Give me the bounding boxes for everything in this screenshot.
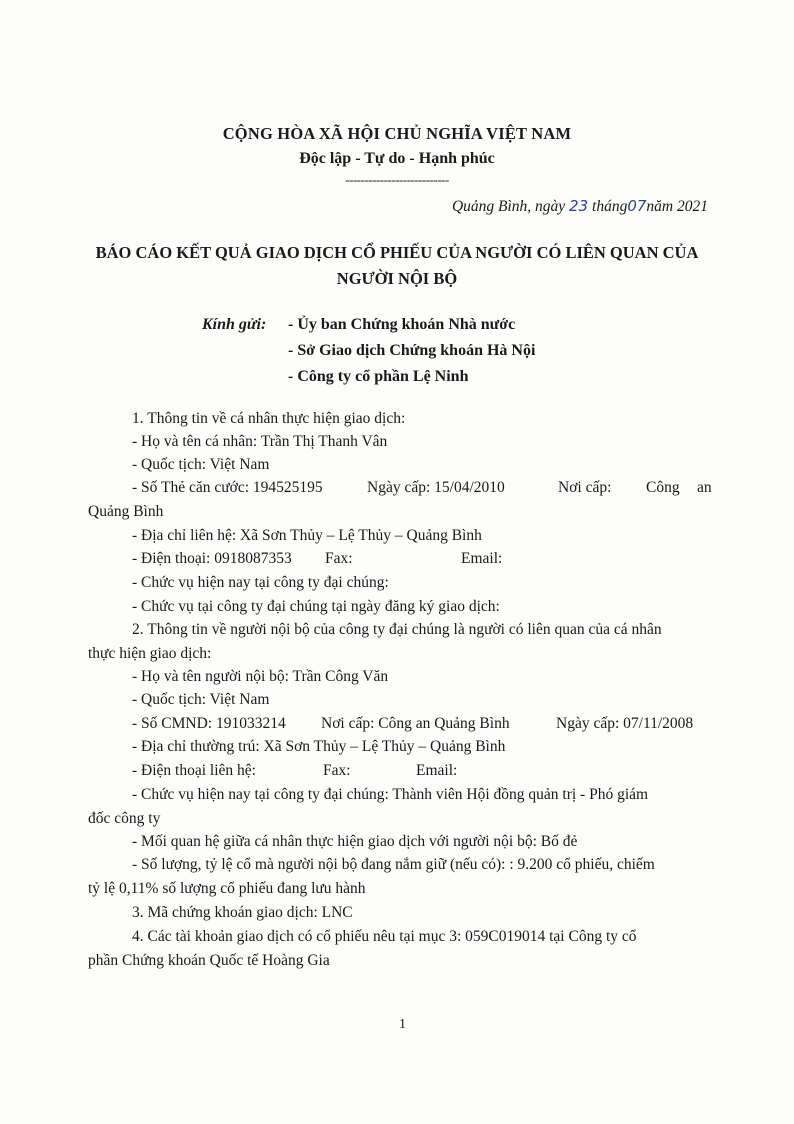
section2-name: - Họ và tên người nội bộ: Trần Công Văn	[132, 668, 389, 685]
section2-issue-date: Ngày cấp: 07/11/2008	[556, 715, 694, 732]
nation-heading: CỘNG HÒA XÃ HỘI CHỦ NGHĨA VIỆT NAM	[222, 124, 572, 143]
section2-position-line1: - Chức vụ hiện nay tại công ty đại chúng: Thành viên Hội đồng quản trị - Phó giám	[132, 786, 649, 803]
section1-position-now: - Chức vụ hiện nay tại công ty đại chúng:	[132, 574, 389, 591]
section1-issue-place-b: an	[697, 479, 712, 496]
section2-cmnd: - Số CMND: 191033214	[132, 715, 286, 732]
section2-position-line2: đốc công ty	[88, 810, 161, 827]
section2-holding-line2: tỷ lệ 0,11% số lượng cổ phiếu đang lưu hành	[88, 880, 366, 897]
section2-holding-line1: - Số lượng, tỷ lệ cổ mà người nội bộ đang nắm giữ (nếu có): : 9.200 cổ phiếu, chiếm	[132, 856, 655, 873]
report-title-line1: BÁO CÁO KẾT QUẢ GIAO DỊCH CỔ PHIẾU CỦA NGƯỜI CÓ LIÊN QUAN CỦA	[95, 243, 699, 262]
recipients-block	[202, 316, 536, 385]
section1-phone: - Điện thoại: 0918087353	[132, 550, 292, 567]
section1-position-reg: - Chức vụ tại công ty đại chúng tại ngày đăng ký giao dịch:	[132, 598, 500, 615]
recipient-item: - Sở Giao dịch Chứng khoán Hà Nội	[288, 342, 536, 359]
dateline-year: năm 2021	[646, 198, 708, 215]
section1-fax: Fax:	[325, 550, 353, 567]
section3-text: 3. Mã chứng khoán giao dịch: LNC	[132, 904, 353, 921]
recipient-item: - Công ty cổ phần Lệ Ninh	[288, 368, 469, 385]
header-divider: ---------------------------	[345, 172, 449, 187]
recipients-label: Kính gửi:	[202, 316, 267, 333]
section2-heading-line1: 2. Thông tin về người nội bộ của công ty đại chúng là người có liên quan của cá nhân	[132, 621, 662, 638]
section2-issue-place: Nơi cấp: Công an Quảng Bình	[321, 715, 510, 732]
motto: Độc lập - Tự do - Hạnh phúc	[299, 150, 495, 167]
section1-nationality: - Quốc tịch: Việt Nam	[132, 456, 270, 473]
section2-relation: - Mối quan hệ giữa cá nhân thực hiện giao dịch với người nội bộ: Bố đẻ	[132, 833, 578, 850]
section1-id-card: - Số Thẻ căn cước: 194525195	[132, 479, 323, 496]
section4-line2: phần Chứng khoán Quốc tế Hoàng Gia	[88, 952, 330, 969]
section1-issue-place-label: Nơi cấp:	[558, 479, 612, 496]
dateline-place: Quảng Bình, ngày	[451, 198, 566, 215]
section1-heading: 1. Thông tin về cá nhân thực hiện giao dịch:	[132, 410, 406, 427]
dateline	[452, 197, 708, 216]
section2-address: - Địa chỉ thường trú: Xã Sơn Thủy – Lệ Thủy – Quảng Bình	[132, 738, 506, 755]
section1-issue-date: Ngày cấp: 15/04/2010	[367, 479, 505, 496]
section4-line1: 4. Các tài khoản giao dịch có cổ phiếu nêu tại mục 3: 059C019014 tại Công ty cổ	[132, 928, 637, 945]
page-number: 1	[399, 1017, 406, 1032]
section1-name: - Họ và tên cá nhân: Trần Thị Thanh Vân	[132, 433, 388, 450]
section2-fax: Fax:	[323, 762, 351, 779]
dateline-month: 07	[627, 197, 647, 215]
section1-issue-place-a: Công	[646, 479, 680, 496]
section2-phone: - Điện thoại liên hệ:	[132, 762, 256, 779]
section2-email: Email:	[416, 762, 458, 779]
section1-email: Email:	[461, 550, 503, 567]
dateline-day: 23	[569, 197, 589, 215]
section2-heading-line2: thực hiện giao dịch:	[88, 645, 212, 662]
section2-nationality: - Quốc tịch: Việt Nam	[132, 691, 270, 708]
report-title-line2: NGƯỜI NỘI BỘ	[336, 269, 458, 288]
section1-address: - Địa chỉ liên hệ: Xã Sơn Thủy – Lệ Thủy – Quảng Bình	[132, 527, 482, 544]
section1-issue-place-cont: Quảng Bình	[88, 503, 164, 520]
recipient-item: - Ủy ban Chứng khoán Nhà nước	[288, 316, 516, 333]
dateline-month-word: tháng	[592, 198, 628, 215]
